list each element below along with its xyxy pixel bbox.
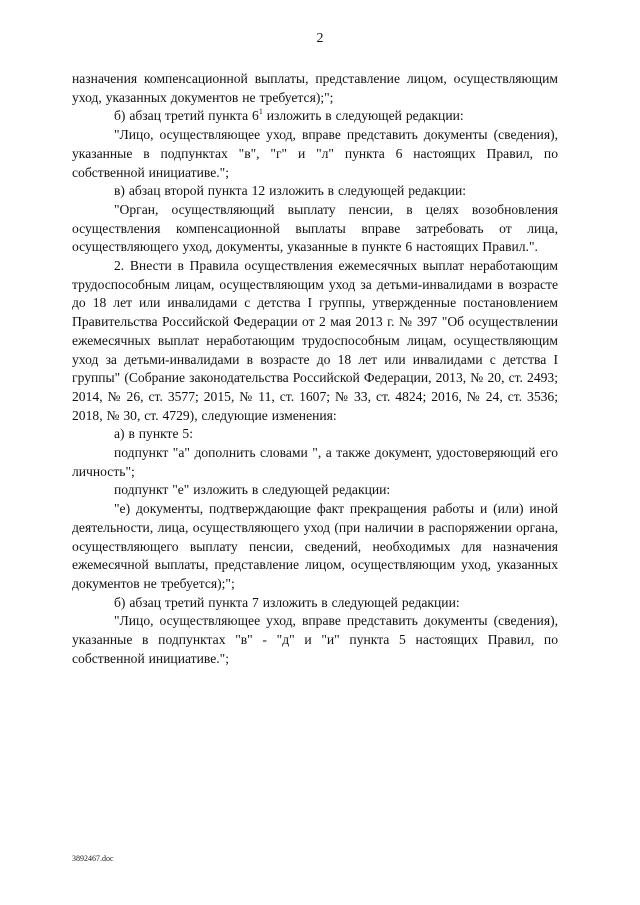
paragraph-item-b-point-7: б) абзац третий пункта 7 изложить в следующей редакции: (114, 594, 460, 610)
quoted-paragraph: "Лицо, осуществляющее уход, вправе представить документы (сведения), указанные в подпунктах "в", "г" и "л" пункта 6 настоящих Правил, по собственной инициативе."; (72, 127, 558, 180)
quoted-paragraph: "е) документы, подтверждающие факт прекращения работы и (или) иной деятельности, лица, осуществляющего уход (при наличии в распоряжении органа, осуществляющего выплату пенсии, сведений, необходимых для назначения ежемесячной выплаты, представление лицом, осуществляющим уход, указанных документов не требуется);"; (72, 501, 558, 591)
paragraph-item-b-point-6-1 (72, 107, 558, 126)
quoted-paragraph: "Лицо, осуществляющее уход, вправе представить документы (сведения), указанные в подпунктах "в" - "д" и "и" пункта 5 настоящих Правил, по собственной инициативе."; (72, 613, 558, 666)
paragraph-subitem-e: подпункт "е" изложить в следующей редакции: (114, 482, 391, 498)
paragraph-continuation: назначения компенсационной выплаты, представление лицом, осуществляющим уход, указанных документов не требуется);"; (72, 71, 558, 105)
paragraph-subitem-a: подпункт "а" дополнить словами ", а также документ, удостоверяющий его личность"; (72, 445, 558, 479)
paragraph-item-v-point-12: в) абзац второй пункта 12 изложить в следующей редакции: (114, 183, 467, 199)
document-body (72, 70, 558, 669)
paragraph-item-a-point-5: а) в пункте 5: (114, 426, 193, 442)
quoted-paragraph: "Орган, осуществляющий выплату пенсии, в целях возобновления осуществления компенсационной выплаты вправе затребовать от лица, осуществляющего уход, документы, указанные в пункте 6 настоящих Правил.". (72, 201, 558, 255)
document-code: 3892467.doc (72, 854, 114, 863)
paragraph-text: изложить в следующей редакции: (262, 108, 464, 124)
superscript: 1 (258, 107, 263, 117)
page-number: 2 (316, 31, 324, 46)
paragraph-text: б) абзац третий пункта 6 (114, 108, 259, 124)
paragraph-section-2: 2. Внести в Правила осуществления ежемесячных выплат неработающим трудоспособным лицам, осуществляющим уход за детьми-инвалидами в возрасте до 18 лет или инвалидами с детства I группы, утвержденные постановлением Правительства Российской Федерации от 2 мая 2013 г. № 397 "Об осуществлении ежемесячных выплат неработающим трудоспособным лицам, осуществляющим уход за детьми-инвалидами в возрасте до 18 лет или инвалидами с детства I группы" (Собрание законодательства Российской Федерации, 2013, № 20, ст. 2493; 2014, № 26, ст. 3577; 2015, № 11, ст. 1607; № 33, ст. 4824; 2016, № 24, ст. 3536; 2018, № 30, ст. 4729), следующие изменения: (72, 258, 558, 423)
